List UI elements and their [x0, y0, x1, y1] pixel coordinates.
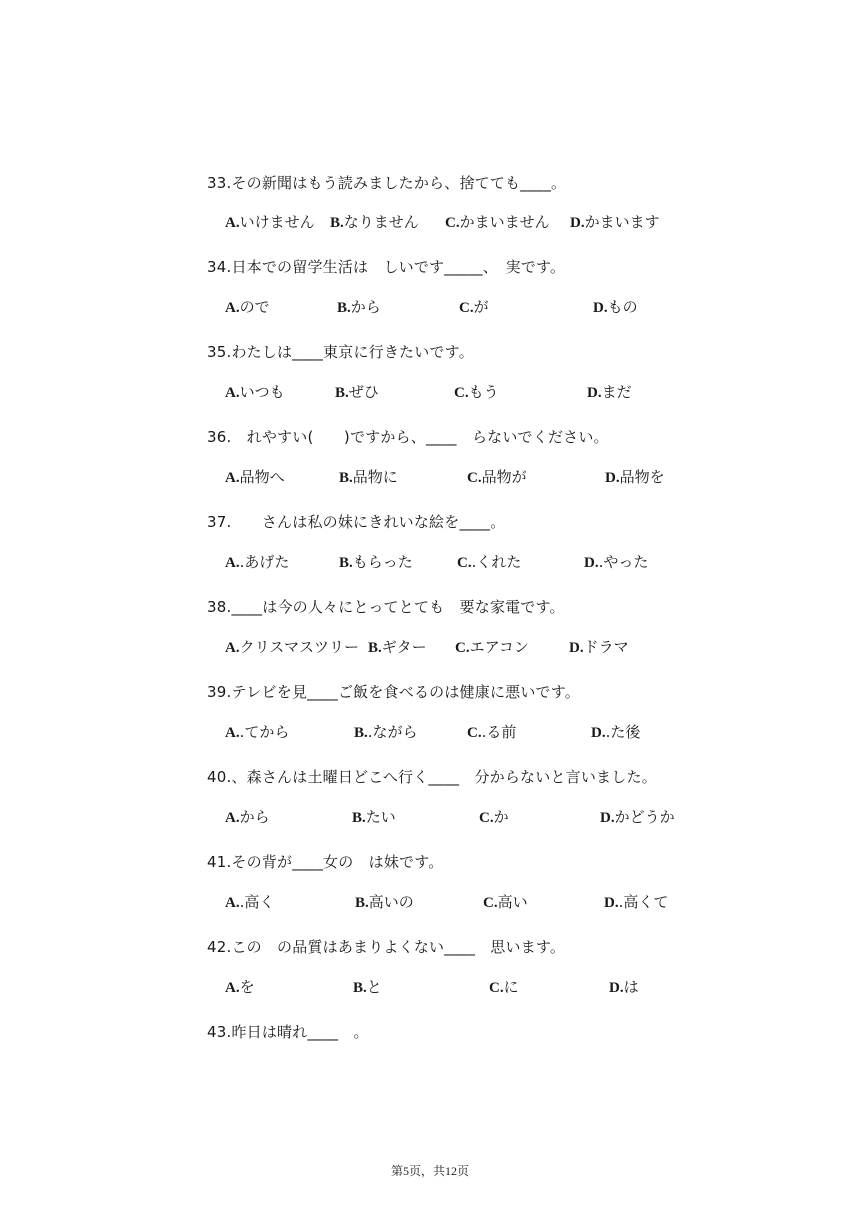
option-a: A..高く [225, 893, 275, 911]
option-d: D.かまいます [570, 213, 660, 231]
option-c: C..る前 [467, 723, 517, 741]
option-d: D.は [609, 978, 639, 996]
option-b: B.ギター [368, 638, 427, 656]
option-d: D.ドラマ [569, 638, 629, 656]
option-c: C.品物が [467, 468, 527, 486]
question-36: 36. れやすい( )ですから、____ らないでください。 [207, 428, 609, 446]
option-c: C.もう [454, 383, 499, 401]
question-40: 40.、森さんは土曜日どこへ行く____ 分からないと言いました。 [207, 768, 657, 786]
option-c: C.が [459, 298, 489, 316]
option-c: C.に [489, 978, 519, 996]
option-c: C.か [479, 808, 509, 826]
option-a: A.いつも [225, 383, 285, 401]
options-41 [225, 891, 825, 913]
question-33: 33.その新聞はもう読みましたから、捨てても____。 [207, 174, 567, 192]
option-d: D..やった [584, 553, 649, 571]
question-38: 38.____は今の人々にとってとても 要な家電です。 [207, 598, 565, 616]
option-b: B.高いの [355, 893, 414, 911]
option-b: B.もらった [339, 553, 413, 571]
question-42: 42.この の品質はあまりよくない____ 思います。 [207, 938, 566, 956]
question-37: 37. さんは私の妹にきれいな絵を____。 [207, 513, 506, 531]
option-b: B.品物に [339, 468, 398, 486]
option-d: D..高くて [604, 893, 669, 911]
option-d: D..た後 [591, 723, 641, 741]
option-a: A..てから [225, 723, 290, 741]
option-d: D.かどうか [600, 808, 675, 826]
option-b: B.たい [352, 808, 396, 826]
options-42 [225, 976, 825, 998]
question-43: 43.昨日は晴れ____ 。 [207, 1023, 369, 1041]
option-b: B..ながら [354, 723, 418, 741]
option-c: C.エアコン [455, 638, 529, 656]
option-b: B.ぜひ [335, 383, 379, 401]
option-a: A.いけません [225, 213, 315, 231]
option-b: B.から [337, 298, 381, 316]
option-c: C.高い [483, 893, 528, 911]
options-34 [225, 296, 825, 318]
option-c: C..くれた [457, 553, 522, 571]
option-d: D.まだ [587, 383, 632, 401]
options-40 [225, 806, 825, 828]
option-a: A..あげた [225, 553, 290, 571]
options-38 [225, 636, 825, 658]
option-c: C.かまいません [445, 213, 550, 231]
question-41: 41.その背が____女の は妹です。 [207, 853, 444, 871]
option-a: A.から [225, 808, 270, 826]
option-d: D.もの [593, 298, 638, 316]
option-a: A.ので [225, 298, 270, 316]
options-39 [225, 721, 825, 743]
question-35: 35.わたしは____東京に行きたいです。 [207, 343, 474, 361]
options-33 [225, 211, 825, 233]
question-39: 39.テレビを見____ご飯を食べるのは健康に悪いです。 [207, 683, 580, 701]
option-d: D.品物を [605, 468, 665, 486]
question-34: 34.日本での留学生活は しいです_____、 実です。 [207, 258, 566, 276]
options-35 [225, 381, 825, 403]
option-a: A.品物へ [225, 468, 285, 486]
page-number-footer: 第5页，共12页 [390, 1164, 469, 1178]
option-a: A.を [225, 978, 255, 996]
options-37 [225, 551, 825, 573]
options-36 [225, 466, 825, 488]
option-b: B.と [353, 978, 382, 996]
option-b: B.なりません [330, 213, 419, 231]
option-a: A.クリスマスツリー [225, 638, 359, 656]
